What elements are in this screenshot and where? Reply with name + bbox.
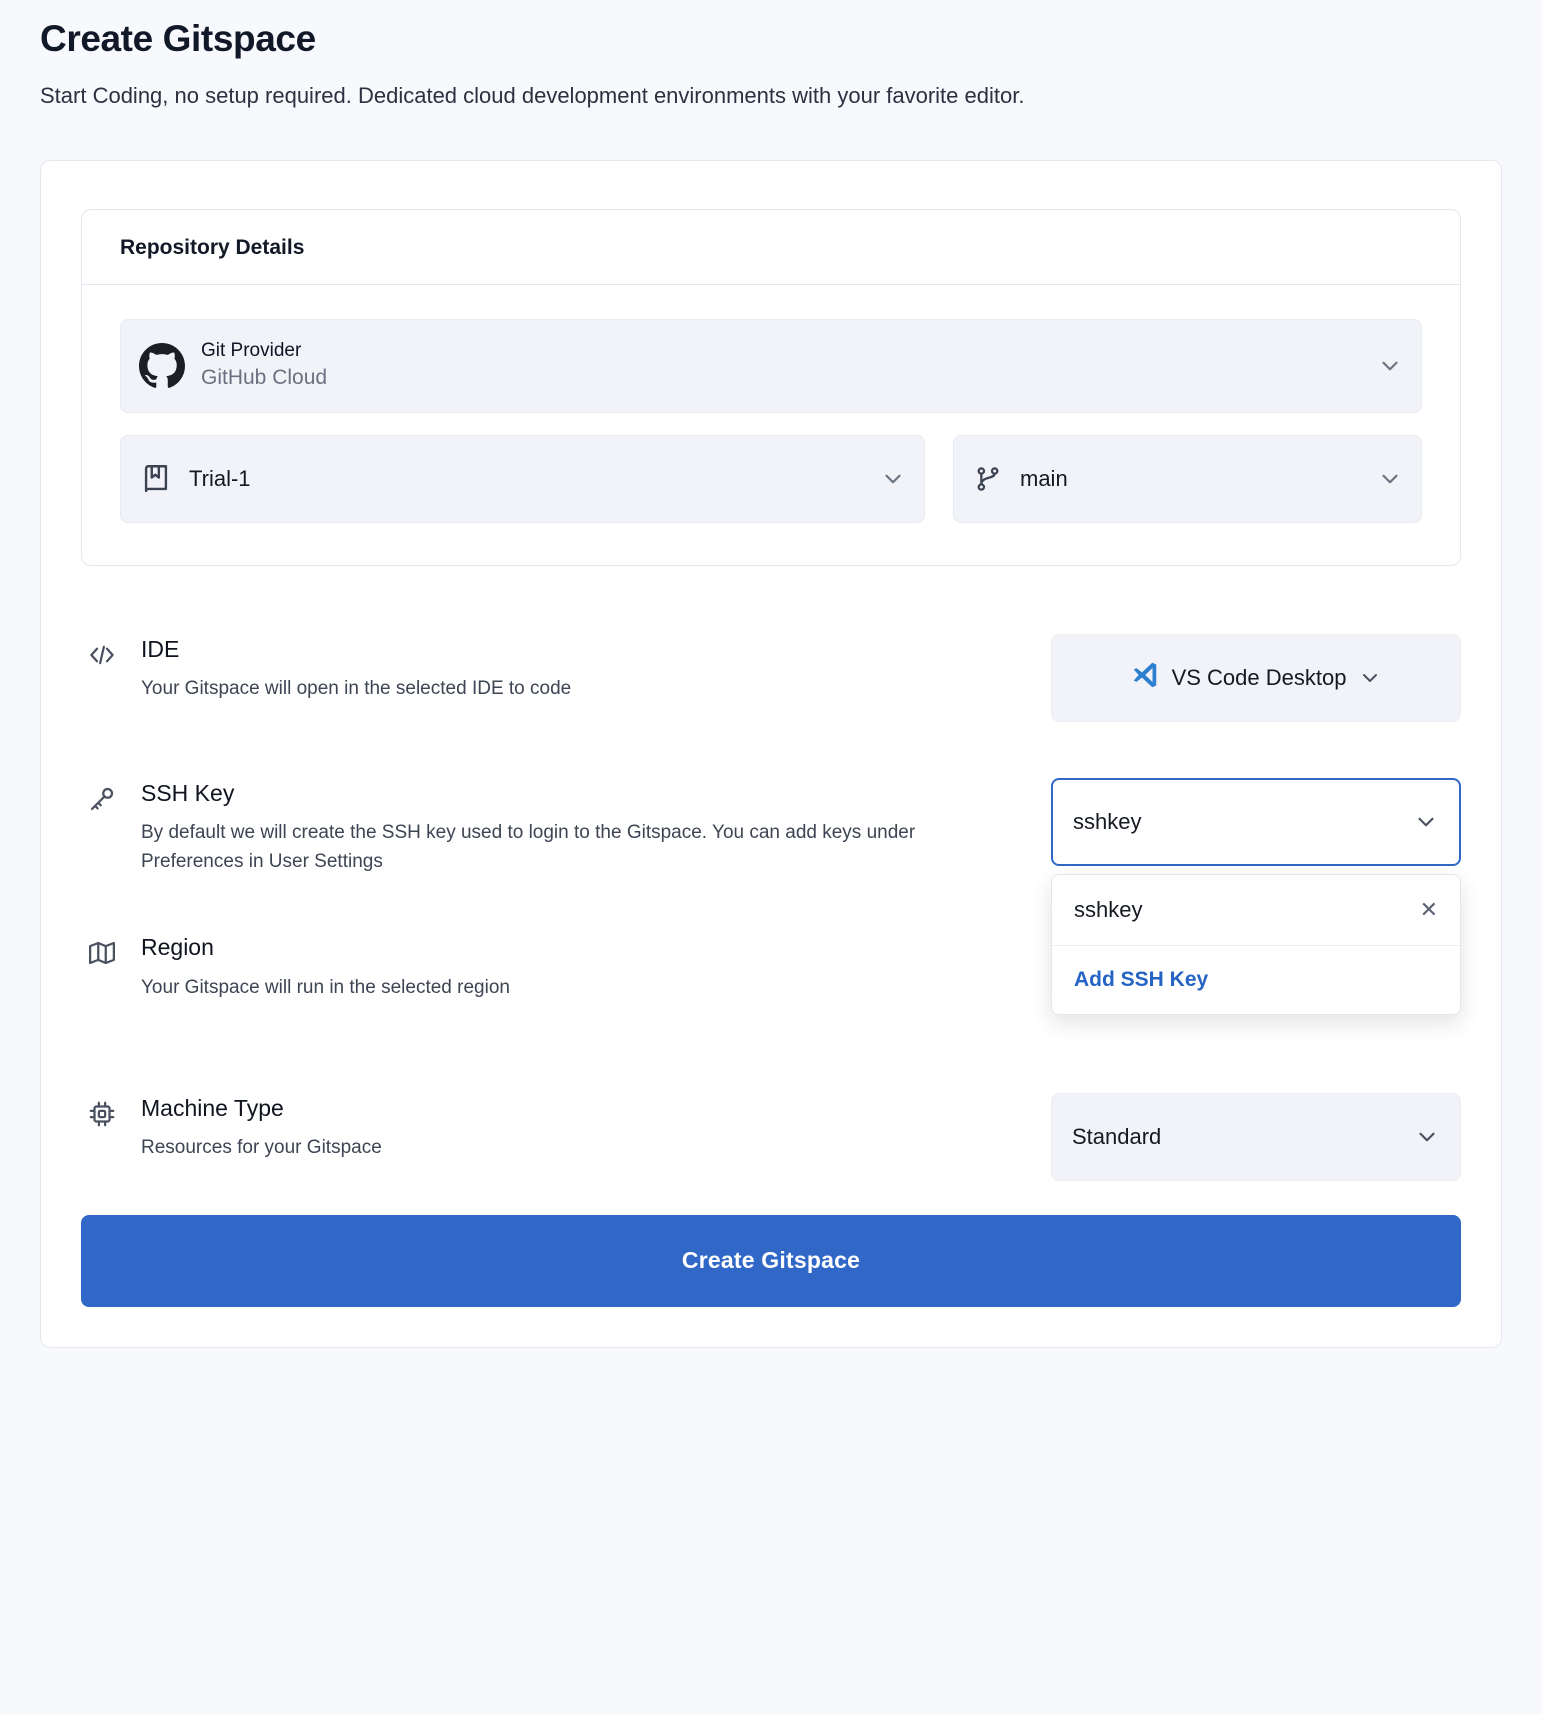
code-icon (85, 636, 119, 704)
machine-type-selected-value: Standard (1072, 1123, 1162, 1149)
map-icon (85, 934, 119, 1002)
chevron-down-icon[interactable] (1413, 809, 1439, 835)
repo-branch-row (120, 435, 1422, 523)
ssh-key-control (1051, 778, 1461, 991)
git-provider-labels (201, 339, 1361, 392)
chevron-down-icon[interactable] (880, 466, 906, 492)
machine-type-description: Resources for your Gitspace (141, 1137, 382, 1159)
close-icon[interactable]: ✕ (1419, 896, 1438, 922)
ssh-key-option-label: sshkey (1074, 896, 1143, 922)
ide-info (85, 634, 1051, 704)
ide-text (141, 636, 571, 704)
chevron-down-icon[interactable] (1377, 353, 1403, 379)
branch-select[interactable] (953, 435, 1422, 523)
layout-spacer (81, 1059, 1461, 1093)
git-provider-label: Git Provider (201, 340, 302, 362)
create-gitspace-button[interactable]: Create Gitspace (81, 1215, 1461, 1307)
repository-details-panel (81, 209, 1461, 566)
branch-value: main (1020, 465, 1068, 491)
branch-icon (972, 463, 1004, 495)
vscode-icon (1130, 660, 1160, 696)
ide-description: Your Gitspace will open in the selected IDE to code (141, 678, 572, 700)
ide-title: IDE (141, 635, 180, 662)
git-provider-value: GitHub Cloud (201, 366, 328, 390)
machine-type-text (141, 1095, 382, 1163)
chevron-down-icon[interactable] (1414, 1124, 1440, 1150)
region-description: Your Gitspace will run in the selected region (141, 977, 510, 999)
machine-type-control (1051, 1093, 1461, 1181)
page-title: Create Gitspace (40, 18, 316, 59)
repository-details-body (82, 285, 1460, 565)
ssh-key-info (85, 778, 1051, 877)
option-row-machine-type (81, 1093, 1461, 1181)
create-gitspace-card (40, 160, 1502, 1348)
ssh-key-select[interactable] (1051, 778, 1461, 866)
ssh-key-title: SSH Key (141, 779, 235, 806)
git-provider-select[interactable] (120, 319, 1422, 413)
chevron-down-icon[interactable] (1358, 666, 1382, 690)
ssh-key-description: By default we will create the SSH key used to login to the Gitspace. You can add keys under Preferences in User Settings (141, 822, 916, 872)
ide-selected-value: VS Code Desktop (1171, 664, 1347, 690)
chevron-down-icon[interactable] (1377, 466, 1403, 492)
ssh-key-dropdown (1051, 874, 1461, 1015)
region-title: Region (141, 934, 214, 961)
repository-details-title: Repository Details (82, 210, 1460, 285)
machine-type-title: Machine Type (141, 1094, 284, 1121)
chip-icon (85, 1095, 119, 1163)
machine-type-info (85, 1093, 1051, 1163)
machine-type-select[interactable] (1051, 1093, 1461, 1181)
repository-value: Trial-1 (189, 465, 251, 491)
github-icon (139, 343, 185, 389)
ssh-key-option[interactable] (1052, 875, 1460, 946)
ssh-key-selected-value: sshkey (1073, 808, 1142, 834)
key-icon (85, 780, 119, 877)
repository-icon (139, 462, 173, 496)
ide-control (1051, 634, 1461, 722)
add-ssh-key-button[interactable]: Add SSH Key (1074, 967, 1209, 991)
ssh-key-text (141, 780, 931, 877)
region-info (85, 932, 1051, 1002)
option-row-ide (81, 634, 1461, 722)
ide-select[interactable] (1051, 634, 1461, 722)
repository-select[interactable] (120, 435, 925, 523)
page-subtitle: Start Coding, no setup required. Dedicated cloud development environments with your favorite editor. (40, 83, 1025, 108)
region-text (141, 934, 510, 1002)
